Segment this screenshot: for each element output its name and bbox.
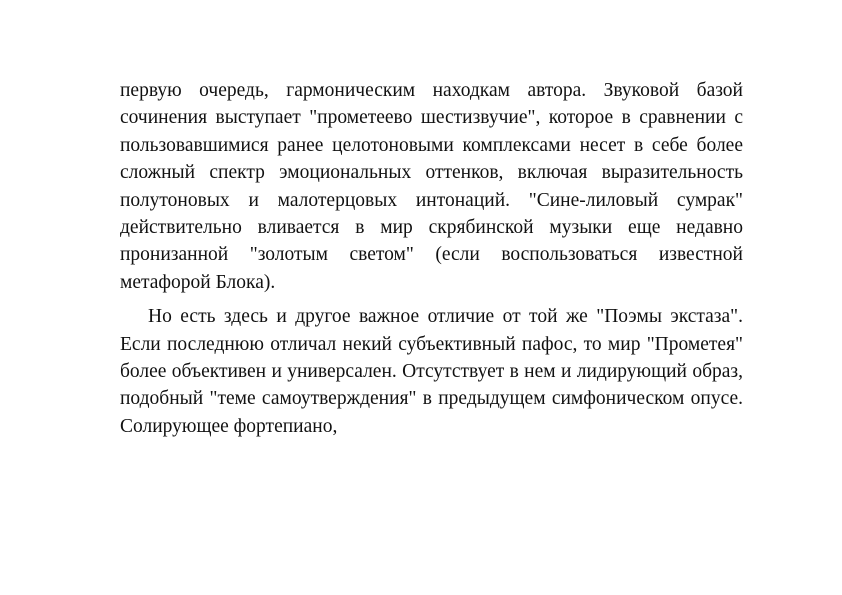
body-text xyxy=(120,77,743,440)
paragraph-2: Но есть здесь и другое важное отличие от той же "Поэмы экстаза". Если последнюю отличал некий субъективный пафос, то мир "Прометея" более объективен и универсален. Отсутствует в нем и лидирующий образ, подобный "теме самоутверждения" в предыдущем симфоническом опусе. Солирующее фортепиано, xyxy=(120,306,743,437)
paragraph-1: первую очередь, гармоническим находкам автора. Звуковой базой сочинения выступает "прометеево шестизвучие", которое в сравнении с пользовавшимися ранее целотоновыми комплексами несет в себе более сложный спектр эмоциональных оттенков, включая выразительность полутоновых и малотерцовых интонаций. "Сине-лиловый сумрак" действительно вливается в мир скрябинской музыки еще недавно пронизанной "золотым светом" (если воспользоваться известной метафорой Блока). xyxy=(120,80,743,293)
